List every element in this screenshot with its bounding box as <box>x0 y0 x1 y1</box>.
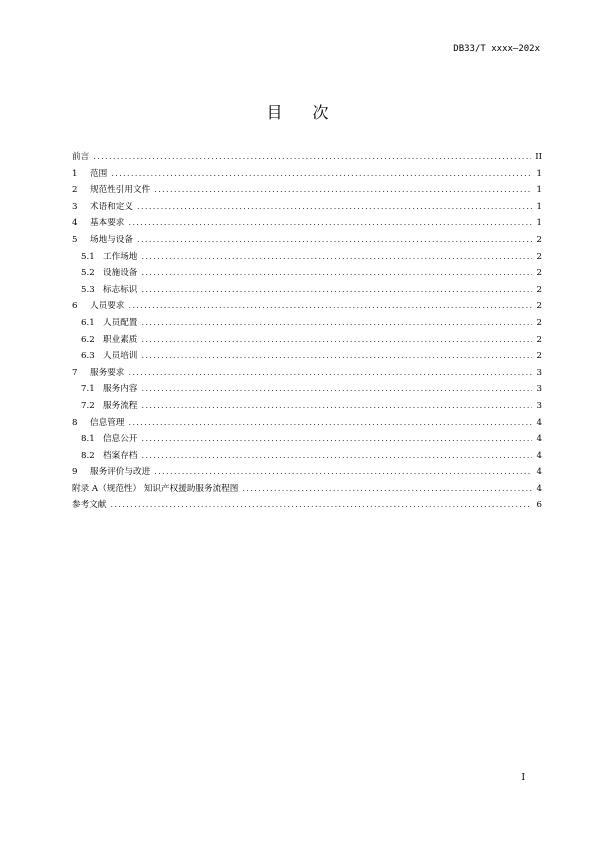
toc-dot-leader <box>141 384 532 394</box>
toc-dot-leader <box>141 268 532 278</box>
toc-entry-label: 范围 <box>90 168 108 179</box>
toc-entry-label: 标志标识 <box>103 284 138 295</box>
toc-entry-page: 3 <box>536 367 542 378</box>
toc-entry[interactable] <box>72 465 542 482</box>
toc-entry-number: 5.3 <box>81 284 95 295</box>
toc-entry-page: 2 <box>536 234 542 245</box>
toc-entry-page: 4 <box>536 417 542 428</box>
toc-entry-page: 1 <box>536 201 542 212</box>
toc-entry-number: 5 <box>72 234 78 245</box>
toc-dot-leader <box>137 235 532 245</box>
toc-entry-number: 6.2 <box>81 334 95 345</box>
toc-entry-label: 术语和定义 <box>90 201 133 212</box>
toc-entry-number: 2 <box>72 185 78 196</box>
toc-entry-number: 6 <box>72 301 78 312</box>
toc-dot-leader <box>154 185 532 195</box>
toc-entry-label: 信息管理 <box>90 417 125 428</box>
toc-entry[interactable] <box>72 250 542 267</box>
toc-entry-number: 7.2 <box>81 400 95 411</box>
toc-entry[interactable] <box>72 299 542 316</box>
toc-entry[interactable] <box>72 449 542 466</box>
toc-dot-leader <box>141 318 532 328</box>
toc-entry-page: 2 <box>536 317 542 328</box>
toc-entry-page: 1 <box>536 218 542 229</box>
toc-entry[interactable] <box>72 366 542 383</box>
toc-entry[interactable] <box>72 167 542 184</box>
toc-entry-number: 6.3 <box>81 351 95 362</box>
toc-entry-label: 设施设备 <box>103 268 138 279</box>
toc-entry[interactable] <box>72 283 542 300</box>
toc-entry-label: 场地与设备 <box>90 234 133 245</box>
toc-entry-number: 8 <box>72 417 78 428</box>
toc-entry-page: 2 <box>536 284 542 295</box>
toc-dot-leader <box>93 152 531 162</box>
toc-entry-number: 8.1 <box>81 434 95 445</box>
toc-entry-page: 6 <box>536 500 542 511</box>
toc-entry-number: 3 <box>72 201 78 212</box>
toc-entry[interactable] <box>72 233 542 250</box>
toc-entry-label: 人员培训 <box>103 351 138 362</box>
toc-entry[interactable] <box>72 482 542 499</box>
toc-entry-number: 6.1 <box>81 317 95 328</box>
toc-entry-number: 7.1 <box>81 384 95 395</box>
toc-entry-label: 人员配置 <box>103 317 138 328</box>
toc-dot-leader <box>141 401 532 411</box>
toc-entry-page: 2 <box>536 334 542 345</box>
toc-dot-leader <box>137 202 532 212</box>
toc-entry-label: 服务评价与改进 <box>90 467 151 478</box>
toc-entry-number: 4 <box>72 218 78 229</box>
toc-entry[interactable] <box>72 316 542 333</box>
toc-entry-page: 2 <box>536 301 542 312</box>
toc-entry-number: 7 <box>72 367 78 378</box>
toc-entry-number: 5.2 <box>81 268 95 279</box>
toc-dot-leader <box>141 252 532 262</box>
toc-entry-number: 9 <box>72 467 78 478</box>
toc-dot-leader <box>128 418 532 428</box>
toc-entry-page: 3 <box>536 400 542 411</box>
toc-dot-leader <box>128 368 532 378</box>
toc-entry[interactable] <box>72 399 542 416</box>
toc-entry-label: 人员要求 <box>90 301 125 312</box>
toc-dot-leader <box>141 335 532 345</box>
toc-entry-page: 4 <box>536 483 542 494</box>
toc-entry-page: 4 <box>536 467 542 478</box>
toc-entry-page: 1 <box>536 168 542 179</box>
toc-entry[interactable] <box>72 416 542 433</box>
toc-dot-leader <box>128 218 532 228</box>
footer-page-number: I <box>521 773 525 783</box>
toc-entry-number: 5.1 <box>81 251 95 262</box>
toc-dot-leader <box>242 484 532 494</box>
toc-dot-leader <box>141 351 532 361</box>
toc-entry-page: 4 <box>536 450 542 461</box>
toc-dot-leader <box>154 467 532 477</box>
toc-entry-label: 服务内容 <box>103 384 138 395</box>
toc-entry[interactable] <box>72 216 542 233</box>
toc-entry-page: II <box>535 152 542 162</box>
toc-dot-leader <box>111 169 532 179</box>
toc-entry-page: 2 <box>536 351 542 362</box>
toc-entry-number: 8.2 <box>81 450 95 461</box>
toc-entry-page: 1 <box>536 185 542 196</box>
toc-entry-page: 2 <box>536 251 542 262</box>
toc-entry[interactable] <box>72 498 542 515</box>
toc-entry-label: 服务流程 <box>103 400 138 411</box>
toc-dot-leader <box>141 434 532 444</box>
title-char-1: 目 <box>266 103 283 122</box>
toc-entry[interactable] <box>72 183 542 200</box>
toc-entry-label: 附录 A（规范性） 知识产权援助服务流程图 <box>72 483 239 494</box>
toc-entry-page: 2 <box>536 268 542 279</box>
toc-entry-page: 3 <box>536 384 542 395</box>
document-code: DB33/T xxxx—202x <box>453 44 540 54</box>
toc-dot-leader <box>128 301 532 311</box>
toc-entry[interactable] <box>72 333 542 350</box>
toc-entry[interactable] <box>72 382 542 399</box>
toc-dot-leader <box>141 285 532 295</box>
toc-entry-label: 服务要求 <box>90 367 125 378</box>
toc-entry-page: 4 <box>536 434 542 445</box>
toc-entry-label: 档案存档 <box>103 450 138 461</box>
toc-entry-label: 工作场地 <box>103 251 138 262</box>
toc-entry-label: 信息公开 <box>103 434 138 445</box>
toc-entry-label: 规范性引用文件 <box>90 185 151 196</box>
toc-entry-number: 1 <box>72 168 78 179</box>
toc-entry[interactable] <box>72 349 542 366</box>
toc-entry[interactable] <box>72 200 542 217</box>
toc-entry[interactable] <box>72 266 542 283</box>
toc-dot-leader <box>141 451 532 461</box>
toc-entry[interactable] <box>72 150 542 167</box>
toc-dot-leader <box>110 500 532 510</box>
toc-entry-label: 参考文献 <box>72 500 107 511</box>
toc-entry-label: 前言 <box>72 152 90 162</box>
toc-entry-label: 基本要求 <box>90 218 125 229</box>
table-of-contents <box>72 150 542 515</box>
toc-entry-label: 职业素质 <box>103 334 138 345</box>
toc-entry[interactable] <box>72 432 542 449</box>
page-title <box>0 100 595 123</box>
title-char-2: 次 <box>312 103 329 122</box>
